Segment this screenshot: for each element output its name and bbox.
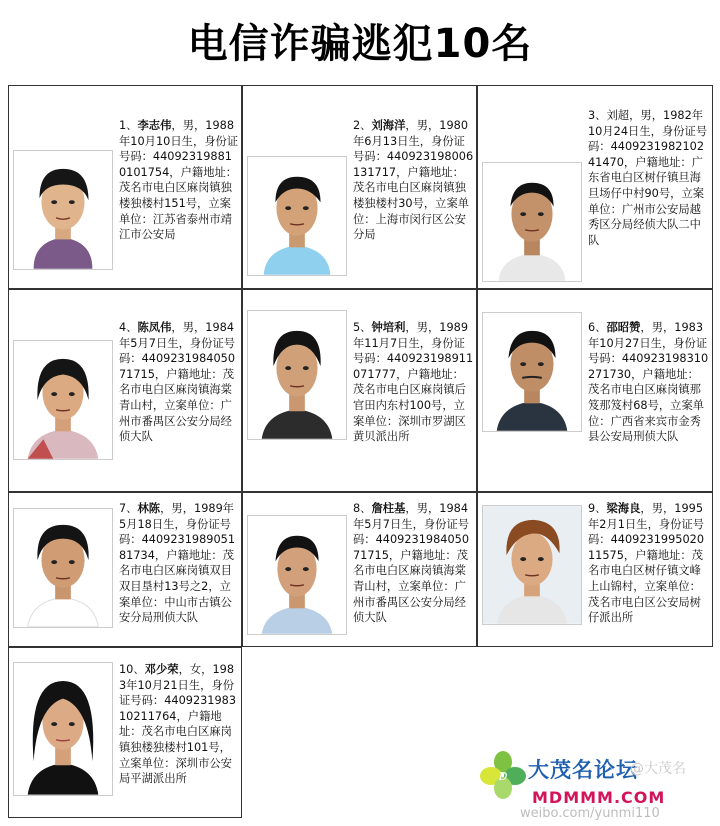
fugitive-name: 邵昭赞 xyxy=(606,321,641,334)
mugshot-9 xyxy=(482,505,582,625)
fugitive-name: 林陈 xyxy=(137,502,161,515)
fugitive-card-10 xyxy=(8,647,242,818)
fugitive-name: 刘海洋 xyxy=(371,119,406,132)
mugshot-7 xyxy=(13,508,113,628)
mugshot-5 xyxy=(247,310,347,440)
fugitive-info-1: 1、李志伟，男，1988年10月10日生，身份证号码：440923198810101754，户籍地址：茂名市电白区麻岗镇独楼独楼村151号，立案单位：江苏省泰州市靖江市公安局 xyxy=(119,119,239,242)
fugitive-name: 钟培利 xyxy=(371,321,406,334)
fugitive-card-1 xyxy=(8,85,242,289)
fugitive-card-7 xyxy=(8,492,242,647)
fugitive-name: 陈凤伟 xyxy=(137,321,172,334)
forum-watermark xyxy=(480,746,720,826)
fugitive-card-3 xyxy=(477,85,713,289)
svg-text:D: D xyxy=(498,770,508,783)
fugitive-card-9 xyxy=(477,492,713,647)
fugitive-info-2: 2、刘海洋，男，1980年6月13日生，身份证号码：440923198006131717，户籍地址：茂名市电白区麻岗镇独楼独楼村30号，立案单位：上海市闵行区公安分局 xyxy=(353,119,474,242)
mugshot-3 xyxy=(482,162,582,282)
fugitive-info-7: 7、林陈，男，1989年5月18日生，身份证号码：440923198905181734，户籍地址：茂名市电白区麻岗镇双目双目垦村13号之2，立案单位：中山市古镇公安分局刑侦大队 xyxy=(119,502,236,625)
fugitive-info-10: 10、邓少荣，女，1983年10月21日生，身份证号码：440923198310211764，户籍地址：茂名市电白区麻岗镇独楼独楼村101号，立案单位：深圳市公安局平湖派出所 xyxy=(119,663,237,786)
mugshot-2 xyxy=(247,156,347,276)
fugitive-info-8: 8、詹柱基，男，1984年5月7日生，身份证号码：440923198405071715，户籍地址：茂名市电白区麻岗镇海棠青山村，立案单位：广州市番禺区公安分局经侦大队 xyxy=(353,502,470,625)
fugitive-card-2 xyxy=(242,85,477,289)
fugitive-name: 邓少荣 xyxy=(144,663,179,676)
fugitive-info-5: 5、钟培利，男，1989年11月7日生，身份证号码：440923198911071777，户籍地址：茂名市电白区麻岗镇后官田内东村100号，立案单位：深圳市罗湖区黄贝派出所 xyxy=(353,321,474,444)
forum-brand-text: 大茂名论坛 xyxy=(528,758,638,782)
fugitive-grid xyxy=(8,85,713,818)
fugitive-card-5 xyxy=(242,289,477,492)
fugitive-info-3: 3、刘超，男，1982年10月24日生，身份证号码：440923198210241470，户籍地址：广东省电白区树仔镇旦海旦场仔中村90号，立案单位：广州市公安局越秀区分局经侦大队二中队 xyxy=(588,109,708,247)
mugshot-6 xyxy=(482,312,582,432)
mugshot-8 xyxy=(247,515,347,635)
fugitive-name: 刘超 xyxy=(606,109,630,122)
forum-url: MDMMM.COM xyxy=(532,788,666,807)
fugitive-name: 梁海良 xyxy=(606,502,641,515)
fugitive-info-9: 9、梁海良，男，1995年2月1日生，身份证号码：440923199502011575，户籍地址：茂名市电白区树仔镇文峰上山锦村，立案单位：茂名市电白区公安局树仔派出所 xyxy=(588,502,705,625)
mugshot-10 xyxy=(13,662,113,796)
clover-logo-icon xyxy=(480,750,526,800)
weibo-mark: @大茂名 xyxy=(630,761,686,777)
fugitive-card-6 xyxy=(477,289,713,492)
mugshot-4 xyxy=(13,340,113,460)
fugitive-card-4 xyxy=(8,289,242,492)
fugitive-info-6: 6、邵昭赞，男，1983年10月27日生，身份证号码：440923198310271730，户籍地址：茂名市电白区麻岗镇那笈那笈村68号，立案单位：广西省来宾市金秀县公安局刑侦大队 xyxy=(588,321,709,444)
fugitive-name: 李志伟 xyxy=(137,119,172,132)
fugitive-name: 詹柱基 xyxy=(371,502,406,515)
page-title: 电信诈骗逃犯10名 xyxy=(187,21,533,67)
mugshot-1 xyxy=(13,150,113,270)
fugitive-info-4: 4、陈凤伟，男，1984年5月7日生，身份证号码：440923198405071715，户籍地址：茂名市电白区麻岗镇海棠青山村，立案单位：广州市番禺区公安分局经侦大队 xyxy=(119,321,236,444)
fugitive-card-8 xyxy=(242,492,477,647)
weibo-handle: weibo.com/yunmi110 xyxy=(520,806,660,821)
